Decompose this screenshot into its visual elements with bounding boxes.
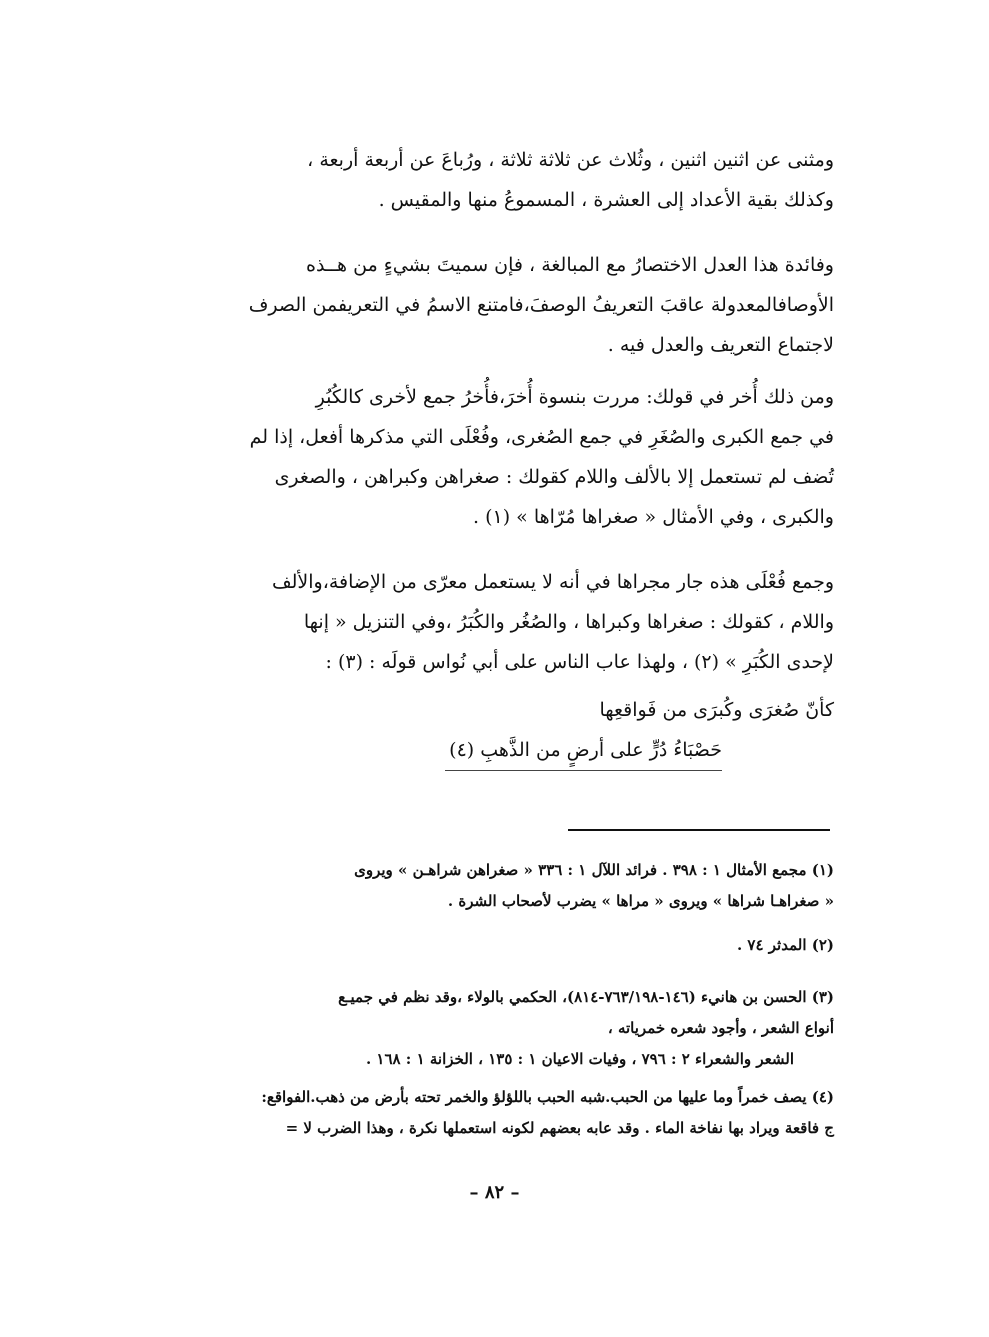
text-line: في جمع الكبرى والصُغَرِ في جمع الصُغرى، وفُعْلَى التي مذكرها أفعل، إذا لم <box>249 426 834 448</box>
footnote-line: (١) مجمع الأمثال ١ : ٣٩٨ . فرائد اللآل ١ : ٣٣٦ « صغراهن شراهـن » ويروى <box>354 861 834 879</box>
verse-hemistich-2: حَصْبَاءُ دُرٍّ على أرضٍ من الذَّهبِ (٤) <box>445 730 722 771</box>
poem-verse <box>158 690 834 771</box>
footnote-line: أنواع الشعر ، وأجود شعره خمرياته ، <box>607 1019 834 1037</box>
text-line: ومثنى عن اثنين اثنين ، وثُلاث عن ثلاثة ثلاثة ، ورُباعَ عن أربعة أربعة ، <box>307 149 834 171</box>
verse-hemistich-1: كأنّ صُغرَى وكُبرَى من فَواقعِها <box>599 699 834 721</box>
text-line: الأوصافالمعدولة عاقبَ التعريفُ الوصفَ،فامتنع الاسمُ في التعريفمن الصرف <box>248 294 834 316</box>
footnote-line: (٣) الحسن بن هانيء (١٤٦-٧٦٣/١٩٨-٨١٤)، الحكمي بالولاء ،وقد نظم في جميـع <box>338 988 834 1006</box>
paragraph-4 <box>158 562 834 682</box>
footnote-line: الشعر والشعراء ٢ : ٧٩٦ ، وفيات الاعيان ١ : ١٣٥ ، الخزانة ١ : ١٦٨ . <box>365 1050 794 1068</box>
footnote-line: « صغراهـا شراها » ويروى « مراها » يضرب لأصحاب الشرة . <box>447 892 834 910</box>
text-line: لإحدى الكُبَرِ » (٢) ، ولهذا عاب الناس على أبي نُواس قولَه : (٣) : <box>325 651 834 673</box>
footnote-2 <box>158 930 834 961</box>
paragraph-3 <box>158 377 834 537</box>
footnote-line: (٤) يصف خمراً وما عليها من الحبب.شبه الحبب باللؤلؤ والخمر تحته بأرض من ذهب.الفواقع: <box>261 1088 834 1106</box>
footnote-line: (٢) المدثر ٧٤ . <box>736 936 834 954</box>
text-line: وجمع فُعْلَى هذه جار مجراها في أنه لا يستعمل معرّى من الإضافة،والألف <box>271 571 834 593</box>
text-line: والكبرى ، وفي الأمثال « صغراها مُرّاها » (١) . <box>473 506 834 528</box>
page-number: – ٨٢ – <box>469 1182 520 1203</box>
footnote-3 <box>158 982 834 1075</box>
text-line: واللام ، كقولك : صغراها وكبراها ، والصُغُر والكُبَرُ ،وفي التنزيل « إنها <box>303 611 834 633</box>
text-line: تُضف لم تستعمل إلا بالألف واللام كقولك : صغراهن وكبراهن ، والصغرى <box>274 466 834 488</box>
paragraph-1 <box>158 140 834 220</box>
footnote-line: ج فاقعة ويراد بها نفاخة الماء . وقد عابه بعضهم لكونه استعملها نكرة ، وهذا الضرب لا = <box>285 1119 834 1137</box>
text-line: وفائدة هذا العدل الاختصارُ مع المبالغة ، فإن سميتَ بشيءٍ من هــذه <box>305 254 834 276</box>
footnote-4 <box>158 1082 834 1144</box>
paragraph-2 <box>158 245 834 365</box>
footnote-1 <box>158 855 834 917</box>
footnote-separator <box>568 829 830 831</box>
text-line: لاجتماع التعريف والعدل فيه . <box>607 334 834 356</box>
text-line: ومن ذلك أُخر في قولك: مررت بنسوة أُخرَ،فأُخرُ جمع لأخرى كالكُبُرِ <box>315 386 834 408</box>
text-line: وكذلك بقية الأعداد إلى العشرة ، المسموعُ منها والمقيس . <box>378 189 834 211</box>
